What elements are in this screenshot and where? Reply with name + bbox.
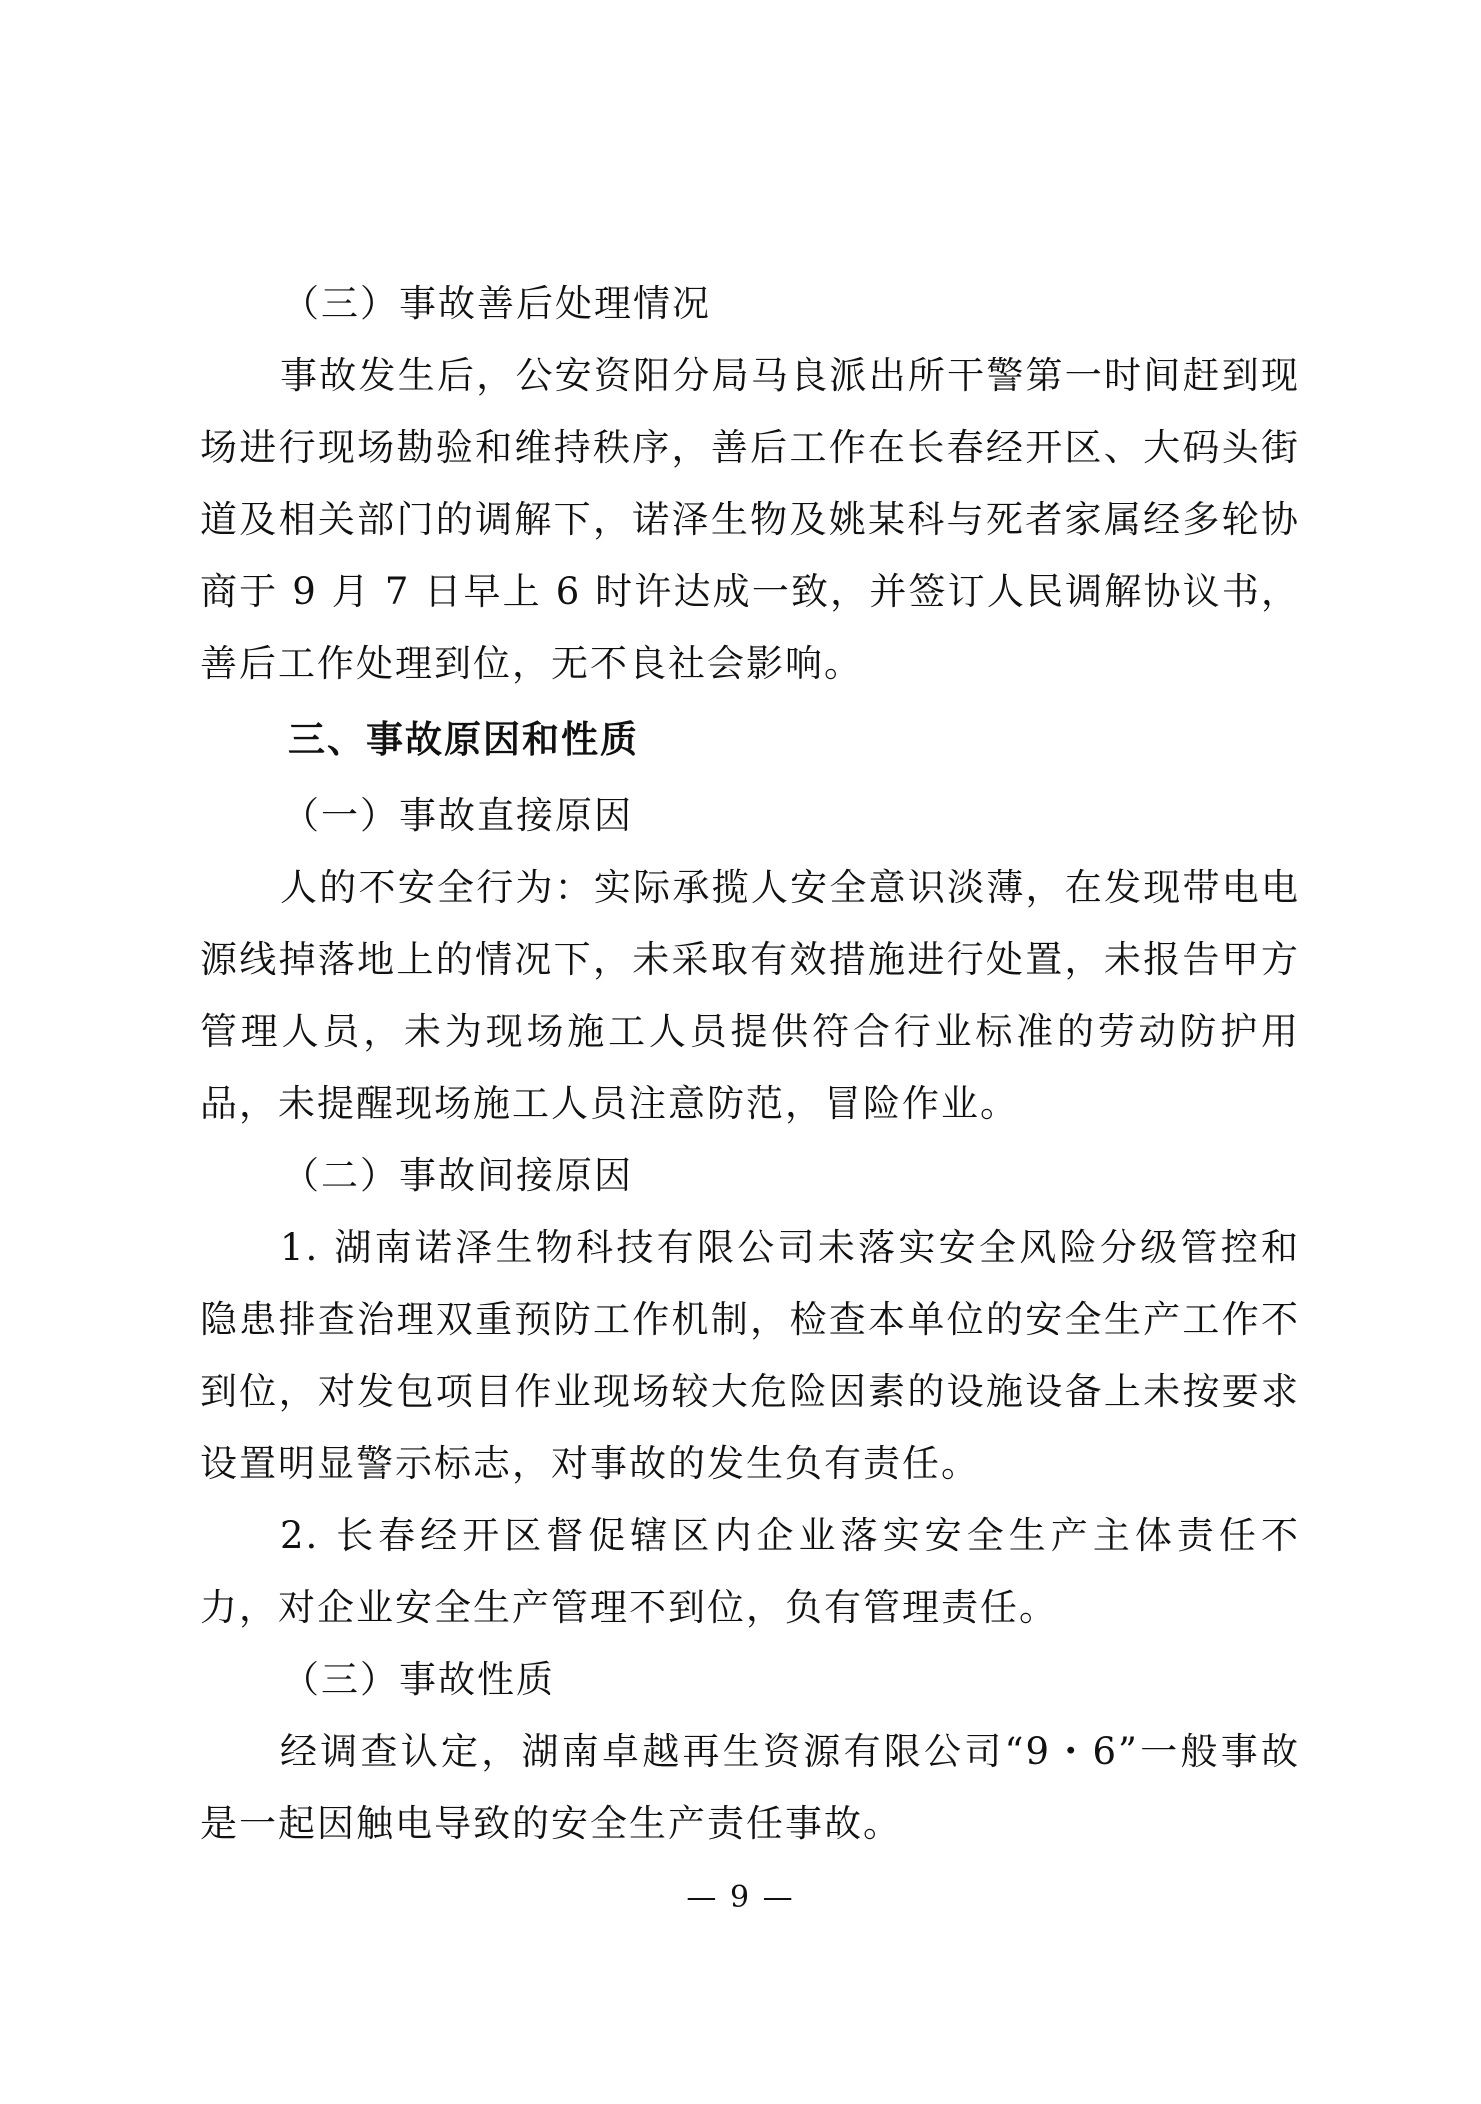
paragraph-indirect-cause-2: 2. 长春经开区督促辖区内企业落实安全生产主体责任不力，对企业安全生产管理不到位，负有管理责任。 — [200, 1514, 1300, 1629]
section-heading-causes: 三、事故原因和性质 — [288, 718, 639, 761]
paragraph-aftermath: 事故发生后，公安资阳分局马良派出所干警第一时间赶到现场进行现场勘验和维持秩序，善后工作在长春经开区、大码头街道及相关部门的调解下，诺泽生物及姚某科与死者家属经多轮协商于 9 月 7 日早上 6 时许达成一致，并签订人民调解协议书，善后工作处理到位，无不良社会影响。 — [200, 354, 1300, 685]
paragraph-indirect-cause-1: 1. 湖南诺泽生物科技有限公司未落实安全风险分级管控和隐患排查治理双重预防工作机制，检查本单位的安全生产工作不到位，对发包项目作业现场较大危险因素的设施设备上未按要求设置明显警示标志，对事故的发生负有责任。 — [200, 1226, 1300, 1485]
paragraph-direct-cause: 人的不安全行为：实际承揽人安全意识淡薄，在发现带电电源线掉落地上的情况下，未采取有效措施进行处置，未报告甲方管理人员，未为现场施工人员提供符合行业标准的劳动防护用品，未提醒现场施工人员注意防范，冒险作业。 — [200, 866, 1300, 1125]
paragraph-nature: 经调查认定，湖南卓越再生资源有限公司“9・6”一般事故是一起因触电导致的安全生产责任事故。 — [200, 1730, 1300, 1845]
subheading-nature: （三）事故性质 — [282, 1658, 555, 1701]
subheading-indirect-cause: （二）事故间接原因 — [282, 1154, 633, 1197]
document-body — [200, 268, 1300, 1860]
subheading-direct-cause: （一）事故直接原因 — [282, 794, 633, 837]
page-number: — 9 — — [686, 1880, 795, 1915]
subheading-aftermath: （三）事故善后处理情况 — [282, 282, 711, 325]
